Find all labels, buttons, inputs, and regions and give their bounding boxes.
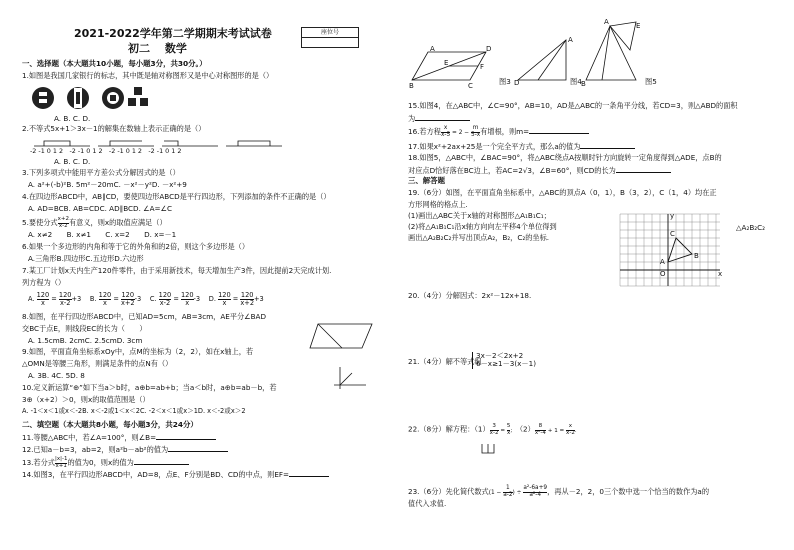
svg-text:B: B: [694, 252, 699, 260]
question-22: [408, 424, 577, 436]
question-16-answer-blank[interactable]: [529, 127, 589, 134]
question-8-options: A. 1.5cmB. 2cmC. 2.5cmD. 3cm: [28, 336, 143, 345]
question-17-answer-blank[interactable]: [580, 142, 635, 149]
exam-title: 2021-2022学年第二学期期末考试试卷: [74, 27, 272, 40]
svg-text:F: F: [480, 63, 485, 71]
figure-5-rotation: [580, 20, 642, 88]
question-7: 7.某工厂计划x天内生产120件零件，由于采用新技术，每天增加生产3件，因此提前2天完成计划.: [22, 266, 332, 275]
exam-subtitle: 初二 数学: [128, 42, 187, 55]
section-two-heading: 二、填空题（本大题共8小题，每小题3分，共24分）: [22, 420, 198, 429]
question-8: 8.如图，在平行四边形ABCD中，已知AD=5cm，AB=3cm，AE平分∠BAD: [22, 312, 267, 321]
question-8-parallelogram-figure: [308, 322, 378, 352]
question-15: 15.如图4，在△ABC中，∠C=90°，AB=10，AD是△ABC的一条角平分线，若CD=3，则△ABD的面积: [408, 101, 738, 110]
question-4-options: A. AD=BCB. AB=CDC. AD∥BCD. ∠A=∠C: [28, 204, 172, 213]
question-20: 20.（4分）分解因式：2x²－12x+18.: [408, 291, 532, 300]
question-11-answer-blank[interactable]: [156, 433, 216, 440]
question-18: 18.如图5，△ABC中，∠BAC=90°，将△ABC绕点A按顺时针方向旋转一定角度得到△ADE，点B的: [408, 153, 722, 162]
bank-logo-a-icon: [32, 87, 54, 109]
question-21-inequality-1: 3x－2＜2x+2: [476, 351, 524, 360]
question-13-fraction: $\frac{|x|-1}{x+1}$: [55, 456, 68, 469]
question-10-line2: 3⊕（x+2）＞0，则x的取值范围是（）: [22, 395, 150, 404]
seat-number-label: 座位号: [302, 28, 358, 38]
question-11-text: 11.等腰△ABC中，若∠A=100°，则∠B=: [22, 433, 157, 442]
question-3: 3.下列多项式中能用平方差公式分解因式的是（）: [22, 168, 180, 177]
question-1-options: A. B. C. D.: [54, 114, 91, 123]
svg-text:E: E: [636, 22, 641, 30]
question-18-tail: ，∠B=60°，则CD的长为: [532, 166, 616, 175]
question-1: 1.如图是我国几家银行的标志，其中既是轴对称图形又是中心对称图形的是（）: [22, 71, 274, 80]
figure-4-label: 图4: [570, 77, 582, 86]
question-2-options: A. B. C. D.: [54, 157, 91, 166]
question-18-answer-blank[interactable]: [616, 166, 671, 173]
svg-text:E: E: [444, 59, 449, 67]
question-22-text: 22.（8分）解方程：（1）: [408, 424, 490, 434]
bank-logo-c-icon: [102, 87, 124, 109]
svg-text:C: C: [670, 230, 675, 238]
question-16-tail: 有增根，则m=: [480, 126, 530, 136]
figure-5-label: 图5: [645, 77, 657, 86]
question-21-inequality-2: 6－x≥1－3(x－1): [476, 359, 536, 369]
question-19-part1: (1)画出△ABC关于x轴的对称图形△A₁B₁C₁；: [408, 211, 551, 220]
question-6-options: A.三角形B.四边形C.五边形D.六边形: [28, 254, 144, 263]
question-7-options: A. $\frac{120}{x}$ = $\frac{120}{x-2}$ +3 B. $\frac{120}{x}$ = $\frac{120}{x+2}$ -3 C. $\frac{120}{x-2}$ = $\frac{120}{x}$ -3 D. $\frac{120}{x}$ = $\frac{120}{x+2}$ +3: [28, 291, 264, 307]
svg-text:C: C: [468, 82, 473, 90]
question-6: 6.如果一个多边形的内角和等于它的外角和的2倍，则这个多边形是（）: [22, 242, 250, 251]
question-23-line2: 值代入求值.: [408, 499, 447, 508]
question-10: 10.定义新运算“⊕”如下当a＞b时，a⊕b=ab+b；当a＜b时，a⊕b=ab－b，若: [22, 383, 277, 392]
question-23-text: 23.（6分）先化简代数式: [408, 486, 489, 496]
question-12-text: 12.已知a－b=3，ab=2，则a²b－ab²的值为: [22, 445, 169, 454]
question-12-answer-blank[interactable]: [168, 445, 228, 452]
question-15-answer-blank[interactable]: [415, 114, 470, 121]
svg-text:x: x: [718, 270, 723, 278]
question-14: [22, 470, 329, 479]
question-16: [408, 126, 589, 139]
question-16-equation: $\frac{x}{x-5}$ = 2 − $\frac{m}{5-x}$: [441, 125, 481, 138]
bank-logos-figure: [30, 84, 160, 114]
question-18-text: 对应点D恰好落在BC边上，若AC=: [408, 166, 519, 175]
svg-text:y: y: [670, 212, 675, 220]
question-16-text: 16.若方程: [408, 126, 441, 136]
question-10-options: A. -1＜x＜1或x＜-2B. x＜-2或1＜x＜2C. -2＜x＜1或x＞1D. x＜-2或x＞2: [22, 407, 246, 415]
question-4: 4.在四边形ABCD中，AB∥CD，要使四边形ABCD是平行四边形，下列添加的条件不正确的是（）: [22, 192, 331, 201]
question-15-tail: 为: [408, 114, 416, 123]
svg-text:A: A: [568, 36, 573, 44]
question-19-figure-caption: △A₂B₂C₂: [736, 223, 766, 232]
question-9-options: A. 3B. 4C. 5D. 8: [28, 371, 85, 380]
question-5-text: 5.要使分式: [22, 218, 58, 227]
question-22-eq1: $\frac{3}{x-2}$ = $\frac{5}{x}$ ;: [489, 423, 513, 436]
question-17-text: 17.如果x²+2ax+25是一个完全平方式，那么a的值为: [408, 142, 581, 151]
question-5-options: A. x≠2 B. x≠1 C. x=2 D. x=－1: [28, 230, 177, 239]
question-23: [408, 486, 709, 499]
figure-4-triangle: [514, 36, 574, 86]
question-19-line2: 方形网格的格点上.: [408, 200, 468, 209]
question-5-tail: 有意义，则x的取值应满足（）: [68, 218, 167, 227]
seat-number-box[interactable]: [301, 27, 359, 48]
svg-text:O: O: [660, 270, 666, 278]
question-13-tail: 的值为0，则x的值为: [67, 458, 134, 467]
figure-3-parallelogram: [408, 45, 492, 90]
figure-3-label: 图3: [499, 77, 511, 86]
question-8-line2: 交BC于点E，则线段EC的长为（ ）: [22, 324, 147, 333]
question-9: 9.如图，平面直角坐标系xOy中，点M的坐标为（2，2），如在x轴上，若: [22, 347, 254, 356]
question-14-answer-blank[interactable]: [289, 470, 329, 477]
coordinate-grid-figure: [618, 212, 722, 290]
question-19-part2: (2)将△A₁B₁C₁沿x轴方向向左平移4个单位得到: [408, 222, 557, 231]
question-3-options: A. a²+(-b)²B. 5m²－20mC. －x²－y²D. －x²+9: [28, 180, 187, 189]
svg-text:D: D: [486, 45, 492, 53]
section-one-heading: 一、选择题（本大题共10小题，每小题3分，共30分。）: [22, 59, 207, 68]
question-9-line2: △OMN是等腰三角形，则满足条件的点N有（）: [22, 359, 173, 368]
svg-text:B: B: [581, 80, 586, 88]
question-11: [22, 433, 216, 442]
question-7-line2: 列方程为（）: [22, 278, 66, 287]
question-21: [408, 358, 482, 366]
svg-text:A: A: [430, 45, 435, 53]
svg-text:D: D: [514, 79, 520, 87]
question-23-expression: (1 − $\frac{1}{a-2}$ ) ÷ $\frac{\text{a²-6a+9}}{\text{a²-4}}$: [488, 485, 548, 498]
number-line-ticks: -2 -1 0 1 2 -2 -1 0 1 2 -2 -1 0 1 2 -2 -1 0 1 2: [30, 147, 182, 155]
question-13-text: 13.若分式: [22, 458, 55, 467]
question-21-system: [472, 352, 536, 369]
question-19-part2-line2: 画出△A₂B₂C₂并写出顶点A₂，B₂，C₂的坐标.: [408, 233, 550, 242]
section-three-heading: 三、解答题: [408, 176, 445, 185]
question-15-line2: [408, 114, 470, 123]
question-19: 19.（6分）如图，在平面直角坐标系中，△ABC的顶点A（0，1），B（3，2），C（1，4）均在正: [408, 188, 717, 197]
question-23-tail: ，再从－2，2，0三个数中选一个恰当的数作为a的: [547, 486, 710, 496]
question-14-text: 14.如图3，在平行四边形ABCD中，AD=8，点E、F分别是BD、CD的中点，则EF=: [22, 470, 290, 479]
question-5-fraction: $\frac{x+2}{x-2}$: [57, 216, 69, 229]
bank-logo-b-icon: [67, 87, 89, 109]
question-13-answer-blank[interactable]: [134, 458, 189, 465]
svg-text:A: A: [604, 18, 609, 26]
question-18-line2: [408, 166, 671, 175]
question-5: [22, 217, 167, 229]
question-22-tail: （2）: [519, 424, 535, 434]
svg-text:B: B: [409, 82, 414, 90]
question-12: [22, 445, 228, 454]
svg-text:A: A: [660, 258, 665, 266]
question-22-eq2: $\frac{8}{\text{x²-4}}$ + 1 = $\frac{x}{x-2}$ .: [534, 423, 577, 436]
question-13: [22, 457, 189, 469]
question-21-text: 21.（4分）解不等式组: [408, 357, 482, 366]
question-18-radical: 2√3: [518, 166, 532, 175]
bank-logo-d-icon: [128, 87, 148, 106]
question-17: [408, 142, 635, 151]
question-2: 2.不等式5x+1＞3x－1的解集在数轴上表示正确的是（）: [22, 124, 206, 133]
answer-area-mark: [480, 444, 496, 454]
question-9-axes-figure: [332, 365, 368, 391]
